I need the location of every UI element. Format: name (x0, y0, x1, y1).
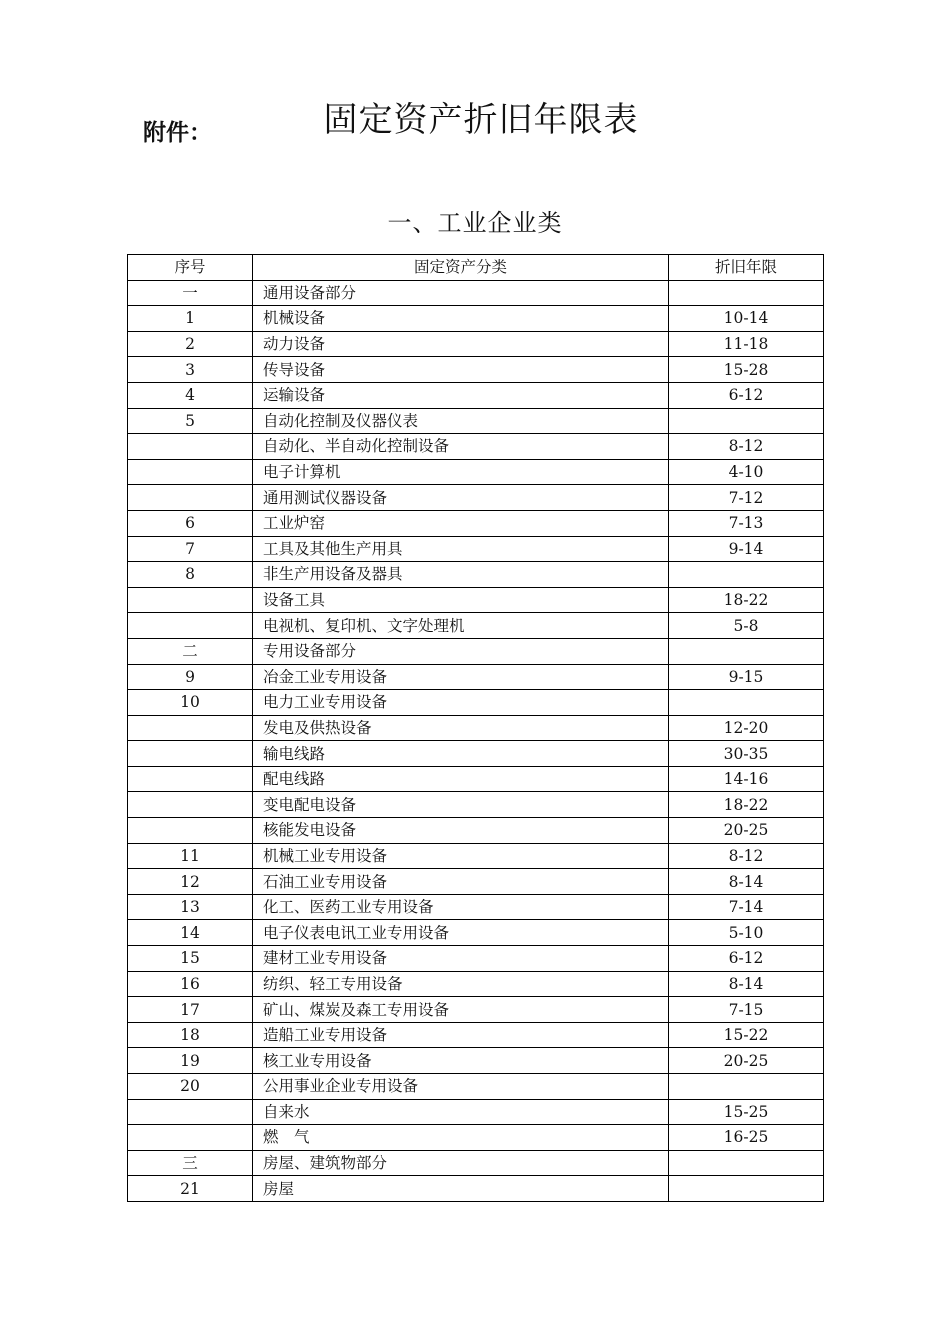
row-years-cell: 10-14 (669, 306, 824, 332)
row-years-cell: 6-12 (669, 946, 824, 972)
row-category-cell: 造船工业专用设备 (253, 1022, 669, 1048)
row-years-cell: 11-18 (669, 331, 824, 357)
row-category-cell: 传导设备 (253, 357, 669, 383)
table-row (128, 843, 824, 869)
row-years-cell (669, 408, 824, 434)
row-category-cell: 电力工业专用设备 (253, 690, 669, 716)
row-years-cell (669, 690, 824, 716)
table-row (128, 280, 824, 306)
table-row (128, 1176, 824, 1202)
row-number-cell: 一 (128, 280, 253, 306)
row-years-cell (669, 1074, 824, 1100)
table-row (128, 715, 824, 741)
table-row (128, 997, 824, 1023)
row-category-cell: 电子计算机 (253, 459, 669, 485)
row-category-cell: 核工业专用设备 (253, 1048, 669, 1074)
row-category-cell: 机械工业专用设备 (253, 843, 669, 869)
row-number-cell: 20 (128, 1074, 253, 1100)
row-number-cell: 12 (128, 869, 253, 895)
row-category-cell: 电子仪表电讯工业专用设备 (253, 920, 669, 946)
row-category-cell: 房屋、建筑物部分 (253, 1150, 669, 1176)
row-years-cell (669, 562, 824, 588)
table-row (128, 869, 824, 895)
row-number-cell (128, 792, 253, 818)
table-row (128, 1125, 824, 1151)
row-number-cell: 7 (128, 536, 253, 562)
row-category-cell: 自动化、半自动化控制设备 (253, 434, 669, 460)
row-years-cell (669, 1150, 824, 1176)
row-category-cell: 输电线路 (253, 741, 669, 767)
table-row (128, 357, 824, 383)
row-years-cell: 8-14 (669, 971, 824, 997)
row-number-cell (128, 1099, 253, 1125)
row-category-cell: 工具及其他生产用具 (253, 536, 669, 562)
row-number-cell: 9 (128, 664, 253, 690)
row-years-cell: 9-14 (669, 536, 824, 562)
row-number-cell (128, 434, 253, 460)
row-category-cell: 燃 气 (253, 1125, 669, 1151)
row-number-cell: 1 (128, 306, 253, 332)
row-category-cell: 机械设备 (253, 306, 669, 332)
table-row (128, 741, 824, 767)
row-category-cell: 变电配电设备 (253, 792, 669, 818)
table-row (128, 331, 824, 357)
row-years-cell (669, 1176, 824, 1202)
row-years-cell: 7-14 (669, 894, 824, 920)
row-years-cell: 15-28 (669, 357, 824, 383)
table-row (128, 638, 824, 664)
table-row (128, 946, 824, 972)
row-number-cell: 二 (128, 638, 253, 664)
table-row (128, 306, 824, 332)
table-row (128, 792, 824, 818)
table-row (128, 485, 824, 511)
table-row (128, 1099, 824, 1125)
table-row (128, 536, 824, 562)
row-years-cell: 8-14 (669, 869, 824, 895)
row-number-cell: 2 (128, 331, 253, 357)
row-number-cell: 14 (128, 920, 253, 946)
attachment-label: 附件： (143, 120, 212, 146)
table-row (128, 1022, 824, 1048)
table-row (128, 1074, 824, 1100)
row-years-cell: 8-12 (669, 843, 824, 869)
row-category-cell: 设备工具 (253, 587, 669, 613)
row-number-cell (128, 715, 253, 741)
row-category-cell: 电视机、复印机、文字处理机 (253, 613, 669, 639)
row-number-cell: 21 (128, 1176, 253, 1202)
row-number-cell (128, 766, 253, 792)
row-category-cell: 配电线路 (253, 766, 669, 792)
row-years-cell: 7-12 (669, 485, 824, 511)
row-years-cell: 18-22 (669, 792, 824, 818)
table-body (128, 280, 824, 1201)
row-number-cell: 3 (128, 357, 253, 383)
row-number-cell: 5 (128, 408, 253, 434)
row-category-cell: 房屋 (253, 1176, 669, 1202)
row-number-cell (128, 818, 253, 844)
table-row (128, 382, 824, 408)
table-row (128, 1048, 824, 1074)
row-number-cell: 三 (128, 1150, 253, 1176)
table-row (128, 562, 824, 588)
row-category-cell: 动力设备 (253, 331, 669, 357)
row-category-cell: 石油工业专用设备 (253, 869, 669, 895)
row-number-cell (128, 485, 253, 511)
table-row (128, 690, 824, 716)
row-years-cell: 6-12 (669, 382, 824, 408)
row-category-cell: 公用事业企业专用设备 (253, 1074, 669, 1100)
row-number-cell (128, 459, 253, 485)
table-row (128, 408, 824, 434)
row-number-cell: 19 (128, 1048, 253, 1074)
row-years-cell: 15-22 (669, 1022, 824, 1048)
row-years-cell: 20-25 (669, 818, 824, 844)
row-number-cell: 16 (128, 971, 253, 997)
row-years-cell: 7-13 (669, 510, 824, 536)
row-category-cell: 工业炉窑 (253, 510, 669, 536)
row-number-cell: 6 (128, 510, 253, 536)
row-years-cell: 16-25 (669, 1125, 824, 1151)
table-row (128, 1150, 824, 1176)
row-category-cell: 矿山、煤炭及森工专用设备 (253, 997, 669, 1023)
table-row (128, 766, 824, 792)
row-years-cell: 8-12 (669, 434, 824, 460)
row-number-cell: 4 (128, 382, 253, 408)
table-row (128, 459, 824, 485)
row-category-cell: 核能发电设备 (253, 818, 669, 844)
row-years-cell: 30-35 (669, 741, 824, 767)
row-category-cell: 纺织、轻工专用设备 (253, 971, 669, 997)
row-category-cell: 通用设备部分 (253, 280, 669, 306)
row-years-cell: 5-8 (669, 613, 824, 639)
row-number-cell: 15 (128, 946, 253, 972)
table-row (128, 434, 824, 460)
row-number-cell: 8 (128, 562, 253, 588)
row-number-cell (128, 1125, 253, 1151)
row-years-cell: 4-10 (669, 459, 824, 485)
row-years-cell (669, 280, 824, 306)
table-row (128, 818, 824, 844)
row-years-cell: 15-25 (669, 1099, 824, 1125)
row-category-cell: 非生产用设备及器具 (253, 562, 669, 588)
row-years-cell: 14-16 (669, 766, 824, 792)
row-years-cell: 18-22 (669, 587, 824, 613)
row-number-cell: 10 (128, 690, 253, 716)
row-category-cell: 冶金工业专用设备 (253, 664, 669, 690)
row-years-cell (669, 638, 824, 664)
table-row (128, 894, 824, 920)
row-years-cell: 7-15 (669, 997, 824, 1023)
table-header-row (128, 255, 824, 281)
row-number-cell: 17 (128, 997, 253, 1023)
table-row (128, 920, 824, 946)
row-category-cell: 自来水 (253, 1099, 669, 1125)
row-number-cell (128, 587, 253, 613)
row-years-cell: 9-15 (669, 664, 824, 690)
row-years-cell: 12-20 (669, 715, 824, 741)
row-category-cell: 通用测试仪器设备 (253, 485, 669, 511)
row-years-cell: 5-10 (669, 920, 824, 946)
row-category-cell: 发电及供热设备 (253, 715, 669, 741)
depreciation-table (127, 254, 824, 1202)
column-header-years: 折旧年限 (669, 255, 824, 281)
row-category-cell: 专用设备部分 (253, 638, 669, 664)
row-category-cell: 化工、医药工业专用设备 (253, 894, 669, 920)
section-title: 一、工业企业类 (387, 209, 563, 237)
table-row (128, 971, 824, 997)
row-number-cell: 18 (128, 1022, 253, 1048)
column-header-category: 固定资产分类 (253, 255, 669, 281)
table-row (128, 613, 824, 639)
row-number-cell: 13 (128, 894, 253, 920)
row-number-cell (128, 613, 253, 639)
row-number-cell (128, 741, 253, 767)
row-years-cell: 20-25 (669, 1048, 824, 1074)
row-category-cell: 自动化控制及仪器仪表 (253, 408, 669, 434)
table-row (128, 587, 824, 613)
row-category-cell: 建材工业专用设备 (253, 946, 669, 972)
table-row (128, 664, 824, 690)
row-number-cell: 11 (128, 843, 253, 869)
page-title: 固定资产折旧年限表 (323, 100, 639, 140)
table-row (128, 510, 824, 536)
row-category-cell: 运输设备 (253, 382, 669, 408)
column-header-number: 序号 (128, 255, 253, 281)
